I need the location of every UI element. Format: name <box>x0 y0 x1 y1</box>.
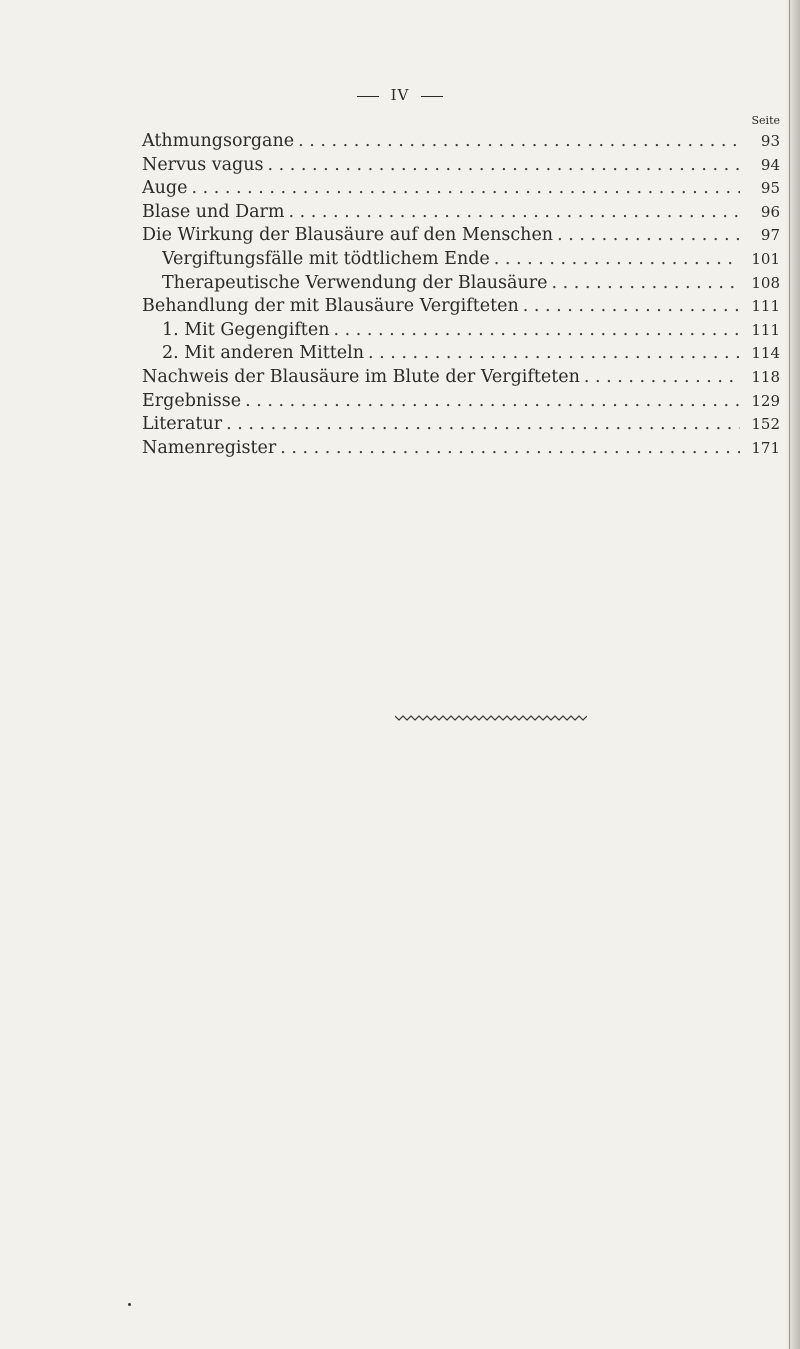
dot-leader <box>226 413 740 437</box>
toc-entry-title: Athmungsorgane <box>142 131 295 151</box>
toc-entry-title: 2. Mit anderen Mitteln <box>162 343 364 364</box>
dot-leader <box>494 248 740 272</box>
toc-entry-title: Behandlung der mit Blausäure Vergifteten <box>142 296 519 317</box>
dot-leader <box>298 130 740 154</box>
toc-entry <box>142 319 780 343</box>
toc-entry-title: Namenregister <box>142 437 277 458</box>
toc-entry-page: 95 <box>760 179 780 198</box>
toc-entry-title: Blase und Darm <box>142 201 285 222</box>
toc-entry <box>142 224 780 248</box>
toc-entry-title: Therapeutische Verwendung der Blausäure <box>162 272 548 293</box>
toc-entry-page: 96 <box>760 202 780 221</box>
toc-entry-page: 114 <box>751 344 780 363</box>
toc-entry <box>142 177 780 201</box>
dot-leader <box>557 224 740 248</box>
toc-entry <box>142 413 780 437</box>
toc-entry <box>142 295 780 319</box>
toc-entry <box>142 201 780 225</box>
dot-leader <box>523 295 740 319</box>
header-dash-right <box>421 96 443 97</box>
toc-entry-page: 101 <box>751 249 780 268</box>
toc-entry <box>142 342 780 366</box>
toc-entry-title: Nachweis der Blausäure im Blute der Vergifteten <box>142 366 580 387</box>
dot-leader <box>368 342 740 366</box>
dot-leader <box>191 177 740 201</box>
toc-entry-title: Nervus vagus <box>142 154 264 175</box>
page-column-label: Seite <box>751 114 780 127</box>
toc-entry-page: 94 <box>760 155 780 174</box>
dot-leader <box>551 272 740 296</box>
dot-leader <box>280 437 740 461</box>
wavy-ornament <box>395 713 587 723</box>
dot-leader <box>268 154 740 178</box>
toc-entry-title: Auge <box>142 178 188 199</box>
page-header <box>0 86 800 104</box>
toc-entry-title: Ergebnisse <box>142 390 242 411</box>
toc-entry-page: 97 <box>760 226 780 245</box>
toc-entry <box>142 366 780 390</box>
toc-entry <box>142 437 780 461</box>
toc-entry-page: 171 <box>751 438 780 457</box>
ink-speck <box>128 1303 131 1306</box>
dot-leader <box>289 201 740 225</box>
toc-entry-page: 118 <box>751 367 780 386</box>
toc-entry <box>142 390 780 414</box>
toc-entry <box>142 248 780 272</box>
dot-leader <box>245 390 740 414</box>
toc-entry <box>142 130 780 154</box>
dot-leader <box>333 319 740 343</box>
toc-entry-page: 152 <box>751 415 780 434</box>
toc-entry-page: 111 <box>751 297 780 316</box>
toc-entry-title: 1. Mit Gegengiften <box>162 319 330 340</box>
toc-entry <box>142 154 780 178</box>
table-of-contents <box>142 130 780 460</box>
toc-entry-title: Vergiftungsfälle mit tödtlichem Ende <box>162 248 490 269</box>
toc-entry <box>142 272 780 296</box>
toc-entry-page: 111 <box>751 320 780 339</box>
toc-entry-page: 93 <box>760 132 780 150</box>
toc-entry-page: 108 <box>751 273 780 292</box>
toc-entry-title: Literatur <box>142 414 223 435</box>
header-dash-left <box>357 96 379 97</box>
page-edge-line <box>789 0 790 1349</box>
toc-entry-page: 129 <box>751 391 780 410</box>
toc-entry-title: Die Wirkung der Blausäure auf den Menschen <box>142 225 554 246</box>
page-number-roman: IV <box>390 86 410 104</box>
dot-leader <box>584 366 740 390</box>
